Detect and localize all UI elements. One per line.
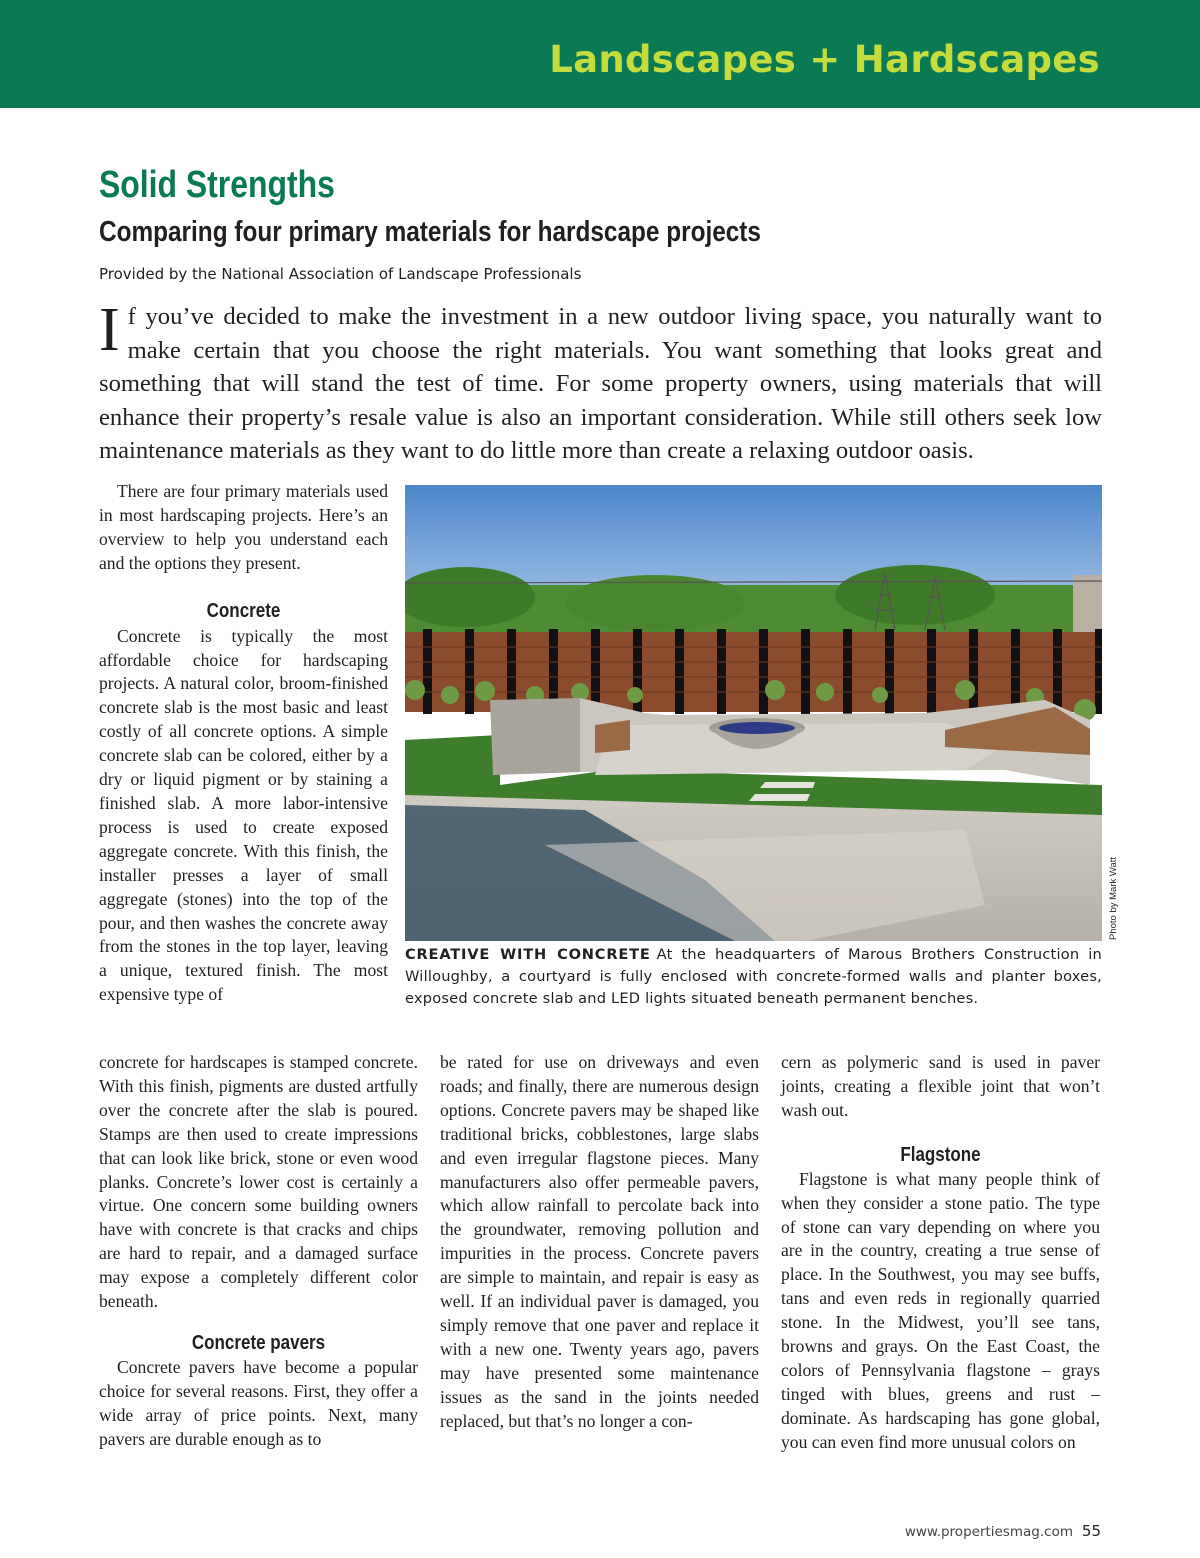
lead-text: f you’ve decided to make the investment in a new outdoor living space, you naturally want to make certain that you choose the right materials. You want something that looks great and something that will stand the test of time. For some property owners, using materials that will enhance their property’s resale value is also an important consideration. While still others seek low maintenance materials as they want to do little more than create a relaxing outdoor oasis. xyxy=(99,303,1102,465)
concrete-paragraph-part-1: Concrete is typically the most affordable choice for hardscaping projects. A natural color, broom-finished concrete slab is the most basic and least costly of all concrete options. A simple concrete slab can be colored, either by a dry or liquid pigment or by staining a finished slab. A more labor-intensive process is used to create exposed aggregate concrete. With this finish, the installer presses a layer of small aggregate (stones) into the top of the pour, and then washes the concrete away from the stones in the top layer, leaving a unique, textured finish. The most expensive type of xyxy=(99,625,388,1005)
caption-label: CREATIVE WITH CONCRETE xyxy=(405,946,651,963)
article-credit: Provided by the National Association of Landscape Professionals xyxy=(99,265,582,283)
caption-text: At the headquarters of Marous Brothers Construction in Willoughby, a courtyard is fully enclosed with concrete-formed walls and planter boxes, exposed concrete slab and LED lights situated beneath permanent benches. xyxy=(405,946,1103,1007)
column-3 xyxy=(781,1051,1100,1455)
flagstone-paragraph: Flagstone is what many people think of when they consider a stone patio. The type of stone can vary depending on where you are in the country, creating a true sense of place. In the Southwest, you may see buffs, tans and even reds in regionally quarried stone. In the Midwest, you’ll see tans, browns and grays. On the East Coast, the colors of Pennsylvania flagstone – grays tinged with blues, greens and rust – dominate. As hardscaping has gone global, you can even find more unusual colors on xyxy=(781,1168,1100,1452)
intro-paragraph: There are four primary materials used in most hardscaping projects. Here’s an overview to help you understand each and the options they present. xyxy=(99,481,388,573)
drop-cap: I xyxy=(99,296,120,364)
concrete-paragraph-part-2: concrete for hardscapes is stamped concrete. With this finish, pigments are dusted artfully over the concrete after the slab is poured. Stamps are then used to create impressions that can look like brick, stone or even wood planks. Concrete’s lower cost is certainly a virtue. One concern some building owners have with concrete is that cracks and chips are hard to repair, and a damaged surface may expose a completely different color beneath. xyxy=(99,1052,418,1312)
flagstone-heading: Flagstone xyxy=(900,1143,981,1166)
courtyard-photo xyxy=(405,485,1102,941)
photo-caption xyxy=(405,944,1102,1010)
concrete-heading: Concrete xyxy=(206,599,281,622)
article-subheadline: Comparing four primary materials for hardscape projects xyxy=(99,216,761,248)
section-banner xyxy=(0,0,1200,108)
footer-url: www.propertiesmag.com xyxy=(904,1524,1073,1540)
concrete-pavers-paragraph-part-3: cern as polymeric sand is used in paver joints, creating a flexible joint that won’t wash out. xyxy=(781,1052,1100,1120)
article-headline: Solid Strengths xyxy=(99,164,335,206)
page-number: 55 xyxy=(1081,1522,1101,1540)
column-2 xyxy=(440,1051,759,1434)
concrete-pavers-heading: Concrete pavers xyxy=(191,1331,326,1354)
column-1-bottom xyxy=(99,1051,418,1452)
section-title: Landscapes + Hardscapes xyxy=(549,38,1100,81)
column-1-top xyxy=(99,480,388,1007)
lead-paragraph xyxy=(99,296,1102,468)
concrete-pavers-paragraph-part-2: be rated for use on driveways and even roads; and finally, there are numerous design options. Concrete pavers may be shaped like traditional bricks, cobblestones, large slabs and even irregular flagstone pieces. Many manufacturers also offer permeable pavers, which allow rainfall to percolate back into the groundwater, removing pollution and impurities in the process. Concrete pavers are simple to maintain, and repair is easy as well. If an individual paver is damaged, you simply remove that one paver and replace it with a new one. Twenty years ago, pavers may have presented some maintenance issues as the sand in the joints needed replaced, but that’s no longer a con- xyxy=(440,1052,759,1431)
photo-credit: Photo by Mark Watt xyxy=(1108,856,1119,940)
concrete-pavers-paragraph-part-1: Concrete pavers have become a popular choice for several reasons. First, they offer a wide array of price points. Next, many pavers are durable enough as to xyxy=(99,1356,418,1449)
